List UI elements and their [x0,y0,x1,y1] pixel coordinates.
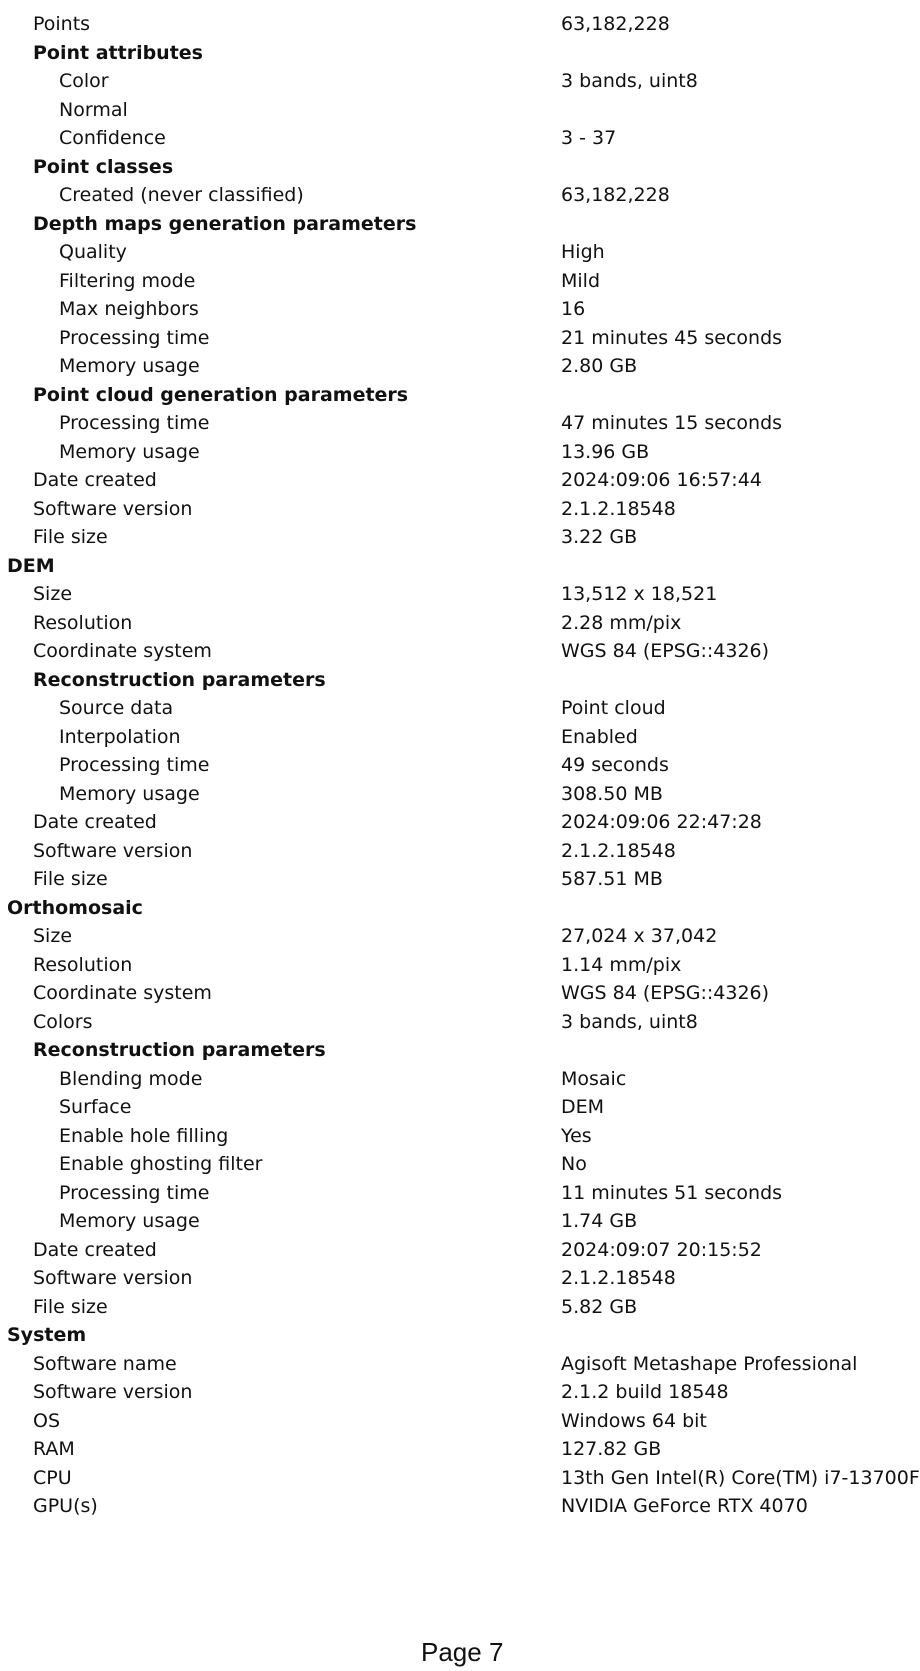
property-row [0,67,920,96]
property-row [0,124,920,153]
property-value: Mild [561,269,601,292]
property-label: Memory usage [59,782,200,805]
property-label: Resolution [33,611,133,634]
property-value: 2024:09:07 20:15:52 [561,1238,762,1261]
property-value: 1.14 mm/pix [561,953,682,976]
property-row [0,295,920,324]
section-title: DEM [7,554,55,577]
property-label: Software version [33,1267,193,1289]
report-table [0,10,920,1521]
property-row [0,1435,920,1464]
property-row [0,1293,920,1322]
property-label: Software name [33,1352,177,1375]
property-row [0,1150,920,1179]
subsection-heading-row [0,1036,920,1065]
property-value: Yes [561,1124,592,1147]
property-label: Quality [59,241,127,263]
property-row [0,181,920,210]
property-label: Surface [59,1096,132,1118]
subsection-title: Reconstruction parameters [33,1039,326,1061]
property-row [0,324,920,353]
subsection-heading-row [0,153,920,182]
property-value: 3 bands, uint8 [561,1010,698,1033]
subsection-title: Reconstruction parameters [33,668,326,691]
property-value: 27,024 x 37,042 [561,925,718,947]
property-value: 127.82 GB [561,1438,662,1460]
property-row [0,1464,920,1493]
property-label: Created (never classified) [59,184,304,206]
property-label: Normal [59,98,128,121]
subsection-heading-row [0,39,920,68]
subsection-title: Point classes [33,155,174,178]
property-value: No [561,1153,587,1175]
property-label: Source data [59,697,174,719]
property-value: 2.1.2.18548 [561,1267,676,1289]
property-value: 13.96 GB [561,440,650,463]
property-label: Points [33,13,91,35]
property-row [0,922,920,951]
property-value: 587.51 MB [561,868,663,890]
property-label: Size [33,583,73,605]
page-number: Page 7 [421,1637,504,1667]
property-row [0,1008,920,1037]
section-title: System [7,1324,87,1346]
property-value: WGS 84 (EPSG::4326) [561,640,770,662]
property-row [0,523,920,552]
property-label: Filtering mode [59,269,196,292]
property-label: CPU [33,1466,72,1489]
property-label: Colors [33,1010,93,1033]
property-label: Coordinate system [33,640,212,662]
property-value: 63,182,228 [561,184,670,206]
property-row [0,1207,920,1236]
subsection-heading-row [0,666,920,695]
property-value: 2.80 GB [561,355,638,377]
property-row [0,267,920,296]
property-value: Agisoft Metashape Professional [561,1352,858,1375]
property-row [0,1093,920,1122]
property-label: Interpolation [59,725,181,748]
property-label: Memory usage [59,1210,200,1232]
property-row [0,580,920,609]
property-label: Blending mode [59,1067,203,1090]
property-value: 2.1.2.18548 [561,497,676,520]
property-value: 2.28 mm/pix [561,611,682,634]
subsection-title: Depth maps generation parameters [33,212,417,235]
property-row [0,238,920,267]
property-row [0,1492,920,1521]
property-label: Processing time [59,1181,210,1204]
property-label: Resolution [33,953,133,976]
property-row [0,409,920,438]
property-value: NVIDIA GeForce RTX 4070 [561,1495,808,1517]
property-value: 63,182,228 [561,13,670,35]
property-row [0,1407,920,1436]
property-label: RAM [33,1438,75,1460]
property-label: Memory usage [59,355,200,377]
property-row [0,780,920,809]
property-label: Processing time [59,754,210,776]
property-row [0,723,920,752]
property-row [0,694,920,723]
property-value: Mosaic [561,1067,627,1090]
property-value: 2024:09:06 22:47:28 [561,811,762,833]
subsection-heading-row [0,381,920,410]
property-label: Date created [33,469,157,491]
property-value: 16 [561,298,586,320]
property-row [0,1122,920,1151]
property-value: 5.82 GB [561,1295,638,1318]
property-value: 13th Gen Intel(R) Core(TM) i7-13700F [561,1466,920,1489]
property-value: WGS 84 (EPSG::4326) [561,982,770,1004]
property-row [0,466,920,495]
property-value: DEM [561,1096,605,1118]
property-label: Confidence [59,127,166,149]
property-label: File size [33,1295,108,1318]
property-value: 2024:09:06 16:57:44 [561,469,762,491]
property-label: Date created [33,811,157,833]
subsection-title: Point cloud generation parameters [33,383,409,406]
property-value: 21 minutes 45 seconds [561,326,783,349]
property-row [0,1350,920,1379]
property-value: 308.50 MB [561,782,663,805]
property-row [0,352,920,381]
subsection-heading-row [0,210,920,239]
property-row [0,96,920,125]
property-row [0,865,920,894]
property-label: OS [33,1409,61,1432]
property-row [0,979,920,1008]
property-row [0,808,920,837]
property-label: Software version [33,1381,193,1403]
property-value: 49 seconds [561,754,669,776]
property-value: 13,512 x 18,521 [561,583,718,605]
property-row [0,1236,920,1265]
property-row [0,1264,920,1293]
property-label: Coordinate system [33,982,212,1004]
property-row [0,438,920,467]
property-label: Processing time [59,412,210,434]
section-heading-row [0,894,920,923]
property-label: Color [59,70,109,92]
property-label: File size [33,868,108,890]
property-row [0,751,920,780]
property-value: 2.1.2 build 18548 [561,1381,729,1403]
property-value: 3 bands, uint8 [561,70,698,92]
property-label: Enable hole filling [59,1124,229,1147]
property-label: Size [33,925,73,947]
property-value: Point cloud [561,697,666,719]
property-row [0,637,920,666]
property-row [0,1065,920,1094]
property-value: High [561,241,605,263]
property-label: Date created [33,1238,157,1261]
section-heading-row [0,552,920,581]
section-heading-row [0,1321,920,1350]
property-row [0,837,920,866]
property-row [0,1378,920,1407]
property-value: 3 - 37 [561,127,617,149]
property-value: 2.1.2.18548 [561,839,676,862]
section-title: Orthomosaic [7,896,143,919]
property-row [0,951,920,980]
property-label: Enable ghosting filter [59,1153,263,1175]
property-label: File size [33,526,108,548]
property-value: 3.22 GB [561,526,638,548]
property-label: Software version [33,839,193,862]
property-row [0,10,920,39]
subsection-title: Point attributes [33,41,203,64]
property-label: Memory usage [59,440,200,463]
property-value: 11 minutes 51 seconds [561,1181,783,1204]
property-row [0,1179,920,1208]
property-label: Processing time [59,326,210,349]
property-row [0,495,920,524]
property-row [0,609,920,638]
property-label: Software version [33,497,193,520]
property-value: Windows 64 bit [561,1409,707,1432]
property-label: Max neighbors [59,298,199,320]
property-value: 47 minutes 15 seconds [561,412,783,434]
property-value: 1.74 GB [561,1210,638,1232]
property-label: GPU(s) [33,1495,98,1517]
property-value: Enabled [561,725,638,748]
